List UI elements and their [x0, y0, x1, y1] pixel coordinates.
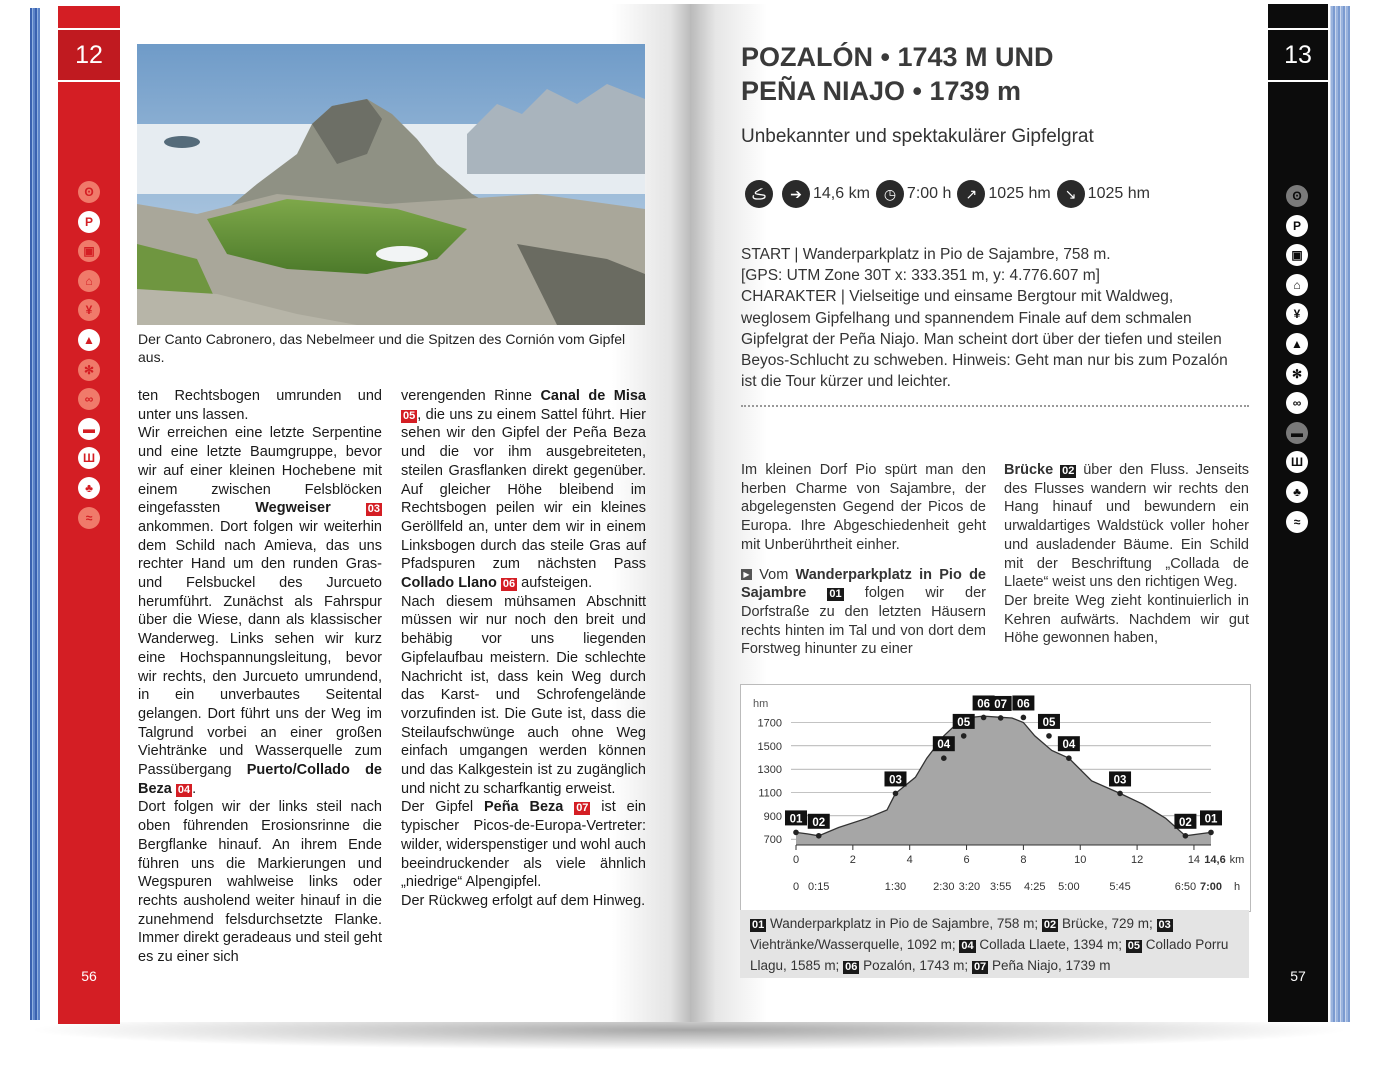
time-tick-label: 3:55	[989, 881, 1012, 893]
x-unit-label: km	[1229, 854, 1245, 866]
time-stat: ◷ 7:00 h	[876, 180, 951, 208]
x-tick-label: 2	[849, 854, 856, 866]
right-text-column-2	[1004, 461, 1249, 648]
divider	[741, 405, 1249, 407]
bike-icon: ∞	[1286, 392, 1308, 414]
x-tick-label: 8	[1020, 854, 1027, 866]
bike-icon: ∞	[78, 388, 100, 410]
legend-item: 07 Peña Niajo, 1739 m	[973, 958, 1111, 973]
time-tick-label: 6:50	[1174, 881, 1197, 893]
restaurant-icon: ¥	[1286, 303, 1308, 325]
waypoint-dot	[1021, 715, 1027, 721]
waypoint-dot	[941, 755, 947, 761]
summit-icon: ▲	[1286, 333, 1308, 355]
paragraph: Wir erreichen eine letzte Serpentine und eine letzte Baumgruppe, bevor wir auf einer kleinen Hochebene mit einem zwischen Felsblöcken eingefassten Wegweiser 03 ankommen. Dort folgen wir weiterhin dem Schild nach Amieva, das uns rechter Hand um den runden Gras- und Felsbuckel des Jurcueto herumführt. Zunächst als Fahrspur über die Wiese, dann als klassischer Wanderweg. Links sehen wir kurz eine Hochspannungsleitung, bevor wir rechts, den Jurcueto umrundend, in ein unverbautes Seitental gelangen. Dort führt uns der Weg im Talgrund vorbei an einer großen Viehtränke und Wasserquelle zum Passübergang Puerto/Collado de Beza 04 .	[138, 425, 382, 797]
paragraph: Der Rückweg erfolgt auf dem Hinweg.	[401, 892, 646, 909]
waypoint-dot	[1046, 733, 1052, 739]
waypoint-label: 04	[1062, 739, 1076, 752]
forest-icon: ♣	[1286, 481, 1308, 503]
signpost-icon: ➔	[782, 180, 810, 208]
y-tick-label: 900	[763, 810, 782, 823]
parking-icon: P	[78, 211, 100, 233]
waypoint-marker: 01	[829, 588, 842, 601]
legend-item: 04 Collada Llaete, 1394 m;	[961, 937, 1122, 952]
time-tick-label: 0	[792, 881, 800, 893]
tour-title: POZALÓN • 1743 M UND PEÑA NIAJO • 1739 m	[741, 42, 1054, 106]
tour-number-tab: 13	[1268, 28, 1328, 82]
waypoint-label: 05	[1042, 716, 1056, 729]
waypoint-dot	[893, 791, 899, 797]
cable-car-icon: ⌂	[1286, 274, 1308, 296]
paragraph: ten Rechtsbogen umrunden und unter uns lassen.	[138, 388, 382, 423]
y-tick-label: 1500	[757, 740, 782, 753]
waypoint-label: 06	[977, 698, 991, 711]
right-category-icons	[1286, 185, 1308, 540]
summit-icon: ▲	[78, 329, 100, 351]
swim-icon: ≈	[78, 507, 100, 529]
waypoint-dot	[981, 715, 987, 721]
x-tick-label: 14	[1187, 854, 1201, 866]
culture-icon: Ш	[1286, 451, 1308, 473]
culture-icon: Ш	[78, 447, 100, 469]
ascent-stat: ↗ 1025 hm	[957, 180, 1050, 208]
tour-number-tab: 12	[58, 28, 120, 82]
winter-icon: ✻	[78, 359, 100, 381]
waypoint-dot	[816, 833, 822, 839]
waypoint-label: 01	[1204, 813, 1218, 826]
elevation-profile-svg	[741, 685, 1250, 911]
route-icon: ڪ	[745, 180, 773, 208]
left-text-column-1	[138, 387, 382, 967]
paragraph: Der Gipfel Peña Beza 07 ist ein typischer Picos-de-Europa-Vertreter: wilder, widerspenstiger und wohl auch beeindruckender als viele ähnlich „niedrige“ Alpengipfel.	[401, 799, 646, 891]
waypoint-marker: 03	[367, 503, 381, 516]
y-tick-label: 1700	[757, 717, 782, 730]
time-unit-label: h	[1233, 881, 1241, 893]
legend-item: 06 Pozalón, 1743 m;	[845, 958, 969, 973]
play-icon: ▶	[741, 569, 752, 580]
x-tick-label: 4	[906, 854, 913, 866]
waypoint-dot	[1117, 791, 1123, 797]
family-icon: ʘ	[78, 181, 100, 203]
paragraph: Der breite Weg zieht kontinuierlich in Kehren aufwärts. Nachdem wir gut Höhe gewonnen haben,	[1004, 592, 1249, 647]
time-tick-label: 3:20	[958, 881, 981, 893]
family-icon: ʘ	[1286, 185, 1308, 207]
hut-icon: ▬	[78, 418, 100, 440]
descent-arrow-icon: ↘	[1057, 180, 1085, 208]
tour-subtitle: Unbekannter und spektakulärer Gipfelgrat	[741, 126, 1094, 147]
waypoint-label: 04	[937, 739, 951, 752]
y-tick-label: 700	[763, 834, 782, 847]
waypoint-label: 01	[789, 813, 803, 826]
difficulty-stat	[745, 180, 776, 208]
tour-info: START | Wanderparkplatz in Pio de Sajambre, 758 m. [GPS: UTM Zone 30T x: 333.351 m, y: 4.776.607 m] CHARAKTER | Vielseitige und einsame Bergtour mit Waldweg, weglosem Gipfelhang und spannendem Finale auf dem schmalen Gipfelgrat der Peña Niajo. Man scheint dort über der tiefen und steilen Beyos-Schlucht zu schweben. Hinweis: Geht man nur bis zum Pozalón ist die Tour kürzer und leichter.	[741, 244, 1246, 392]
bus-icon: ▣	[1286, 244, 1308, 266]
distance-stat: ➔ 14,6 km	[782, 180, 870, 208]
paragraph: verengenden Rinne Canal de Misa 05 , die uns zu einem Sattel führt. Hier sehen wir den Gipfel der Peña Beza und die vor ihm ausgebreiteten, steilen Grasflanken direkt gegenüber. Auf gleicher Höhe bleibend im Rechtsbogen peilen wir ein kleines Geröllfeld an, unter dem wir in einem Linksbogen durch das steile Gras auf Pfadspuren zum nächsten Pass Collado Llano 06 aufsteigen.	[401, 388, 646, 592]
waypoint-dot	[793, 830, 799, 836]
waypoint-marker: 04	[177, 783, 191, 796]
parking-icon: P	[1286, 215, 1308, 237]
y-tick-label: 1100	[758, 787, 782, 800]
waypoint-label: 05	[957, 716, 971, 729]
y-axis-label: hm	[753, 698, 769, 710]
page-number-left: 56	[81, 968, 97, 984]
photo-caption: Der Canto Cabronero, das Nebelmeer und die Spitzen des Cornión vom Gipfel aus.	[138, 331, 626, 365]
legend-item: 01 Wanderparkplatz in Pio de Sajambre, 758 m;	[752, 916, 1039, 931]
elevation-profile-chart	[740, 684, 1251, 912]
character-label: CHARAKTER	[741, 288, 837, 306]
waypoint-label: 06	[1016, 698, 1030, 711]
waypoint-marker: 05	[403, 409, 416, 422]
paragraph: Brücke 02 über den Fluss. Jenseits des Flusses wandern wir rechts den Hang hinauf und bewundern ein urwaldartiges Waldstück voller hoher und ausladender Bäume. Ein Schild mit der Beschriftung „Collada de Llaete“ weist uns den richtigen Weg.	[1004, 462, 1250, 591]
x-tick-label: 10	[1074, 854, 1087, 866]
paragraph: Nach diesem mühsamen Abschnitt müssen wir nur noch den breit und behäbig vor uns liegenden Gipfelaufbau meistern. Die schlechte Nachricht ist, dass kein Weg durch das Karst- und Schrofengelände vorzufinden ist. Die Gute ist, dass die Steilaufschwünge auch ohne Weg einfach umgangen werden können und das Kalkgestein ist zu zugänglich und nicht zu scharfkantig erweist.	[401, 593, 646, 797]
forest-icon: ♣	[78, 477, 100, 499]
waypoint-dot	[961, 733, 967, 739]
time-tick-label: 7:00	[1199, 881, 1223, 893]
cable-car-icon: ⌂	[78, 270, 100, 292]
right-page-edges	[1328, 6, 1350, 1022]
waypoint-dot	[998, 715, 1004, 721]
hut-icon: ▬	[1286, 422, 1308, 444]
left-text-column-2	[401, 387, 646, 911]
clock-icon: ◷	[876, 180, 904, 208]
restaurant-icon: ¥	[78, 299, 100, 321]
x-tick-label: 6	[963, 854, 970, 866]
waypoint-dot	[1208, 830, 1214, 836]
winter-icon: ✻	[1286, 363, 1308, 385]
y-tick-label: 1300	[757, 764, 782, 777]
time-tick-label: 5:00	[1058, 881, 1080, 893]
time-tick-label: 1:30	[884, 881, 907, 893]
swim-icon: ≈	[1286, 511, 1308, 533]
time-tick-label: 0:15	[808, 881, 830, 893]
waypoint-label: 03	[1113, 774, 1127, 787]
elevation-area	[796, 716, 1211, 845]
waypoint-legend	[740, 910, 1249, 978]
x-end-label: 14,6	[1204, 854, 1226, 866]
paragraph: Im kleinen Dorf Pio spürt man den herben Charme von Sajambre, der abgelegensten Gegend der Picos de Europa. Ihre Abgeschiedenheit geht mit Unberührtheit einher.	[741, 462, 986, 553]
tour-stats	[745, 180, 1150, 208]
waypoint-dot	[1066, 755, 1072, 761]
time-tick-label: 2:30	[933, 881, 955, 893]
waypoint-label: 02	[1179, 816, 1192, 829]
legend-item: 05 Collado Porru Llagu, 1585 m;	[750, 937, 1229, 973]
ascent-arrow-icon: ↗	[957, 180, 985, 208]
legend-item: 03 Viehtränke/Wasserquelle, 1092 m;	[750, 919, 1171, 952]
waypoint-label: 02	[812, 816, 826, 829]
waypoint-label: 07	[994, 698, 1008, 711]
x-tick-label: 0	[792, 854, 800, 866]
gps-coordinates: [GPS: UTM Zone 30T x: 333.351 m, y: 4.776.607 m]	[741, 267, 1100, 285]
waypoint-marker: 07	[576, 802, 589, 815]
start-label: START	[741, 246, 791, 263]
descent-stat: ↘ 1025 hm	[1057, 180, 1150, 208]
legend-item: 02 Brücke, 729 m;	[1043, 916, 1153, 931]
time-tick-label: 4:25	[1024, 881, 1046, 893]
paragraph: ▶ Vom Wanderparkplatz in Pio de Sajambre 01 folgen wir der Dorfstraße zu den letzten Häusern rechts hinten im Tal und von dort dem Forstweg hinunter zu einer	[741, 566, 987, 658]
x-tick-label: 12	[1130, 854, 1144, 866]
waypoint-marker: 02	[1062, 465, 1075, 477]
right-text-column-1	[741, 461, 986, 659]
waypoint-label: 03	[889, 774, 902, 787]
page-number-right: 57	[1290, 968, 1306, 984]
left-category-icons	[78, 181, 100, 536]
paragraph: Dort folgen wir der links steil nach oben führenden Erosionsrinne die Bergflanke hinauf. An ihrem Ende führen uns die Markierungen und Wegspuren wahlweise links oder rechts ausholend weiter hinauf in die zunehmend felsdurchsetzte Flanke. Immer direkt geradeaus und steil geht es zu einer sich	[138, 799, 382, 966]
waypoint-dot	[1183, 833, 1189, 839]
bus-icon: ▣	[78, 240, 100, 262]
time-tick-label: 5:45	[1109, 881, 1131, 893]
waypoint-marker: 06	[502, 578, 516, 591]
mountain-photo	[137, 44, 645, 325]
